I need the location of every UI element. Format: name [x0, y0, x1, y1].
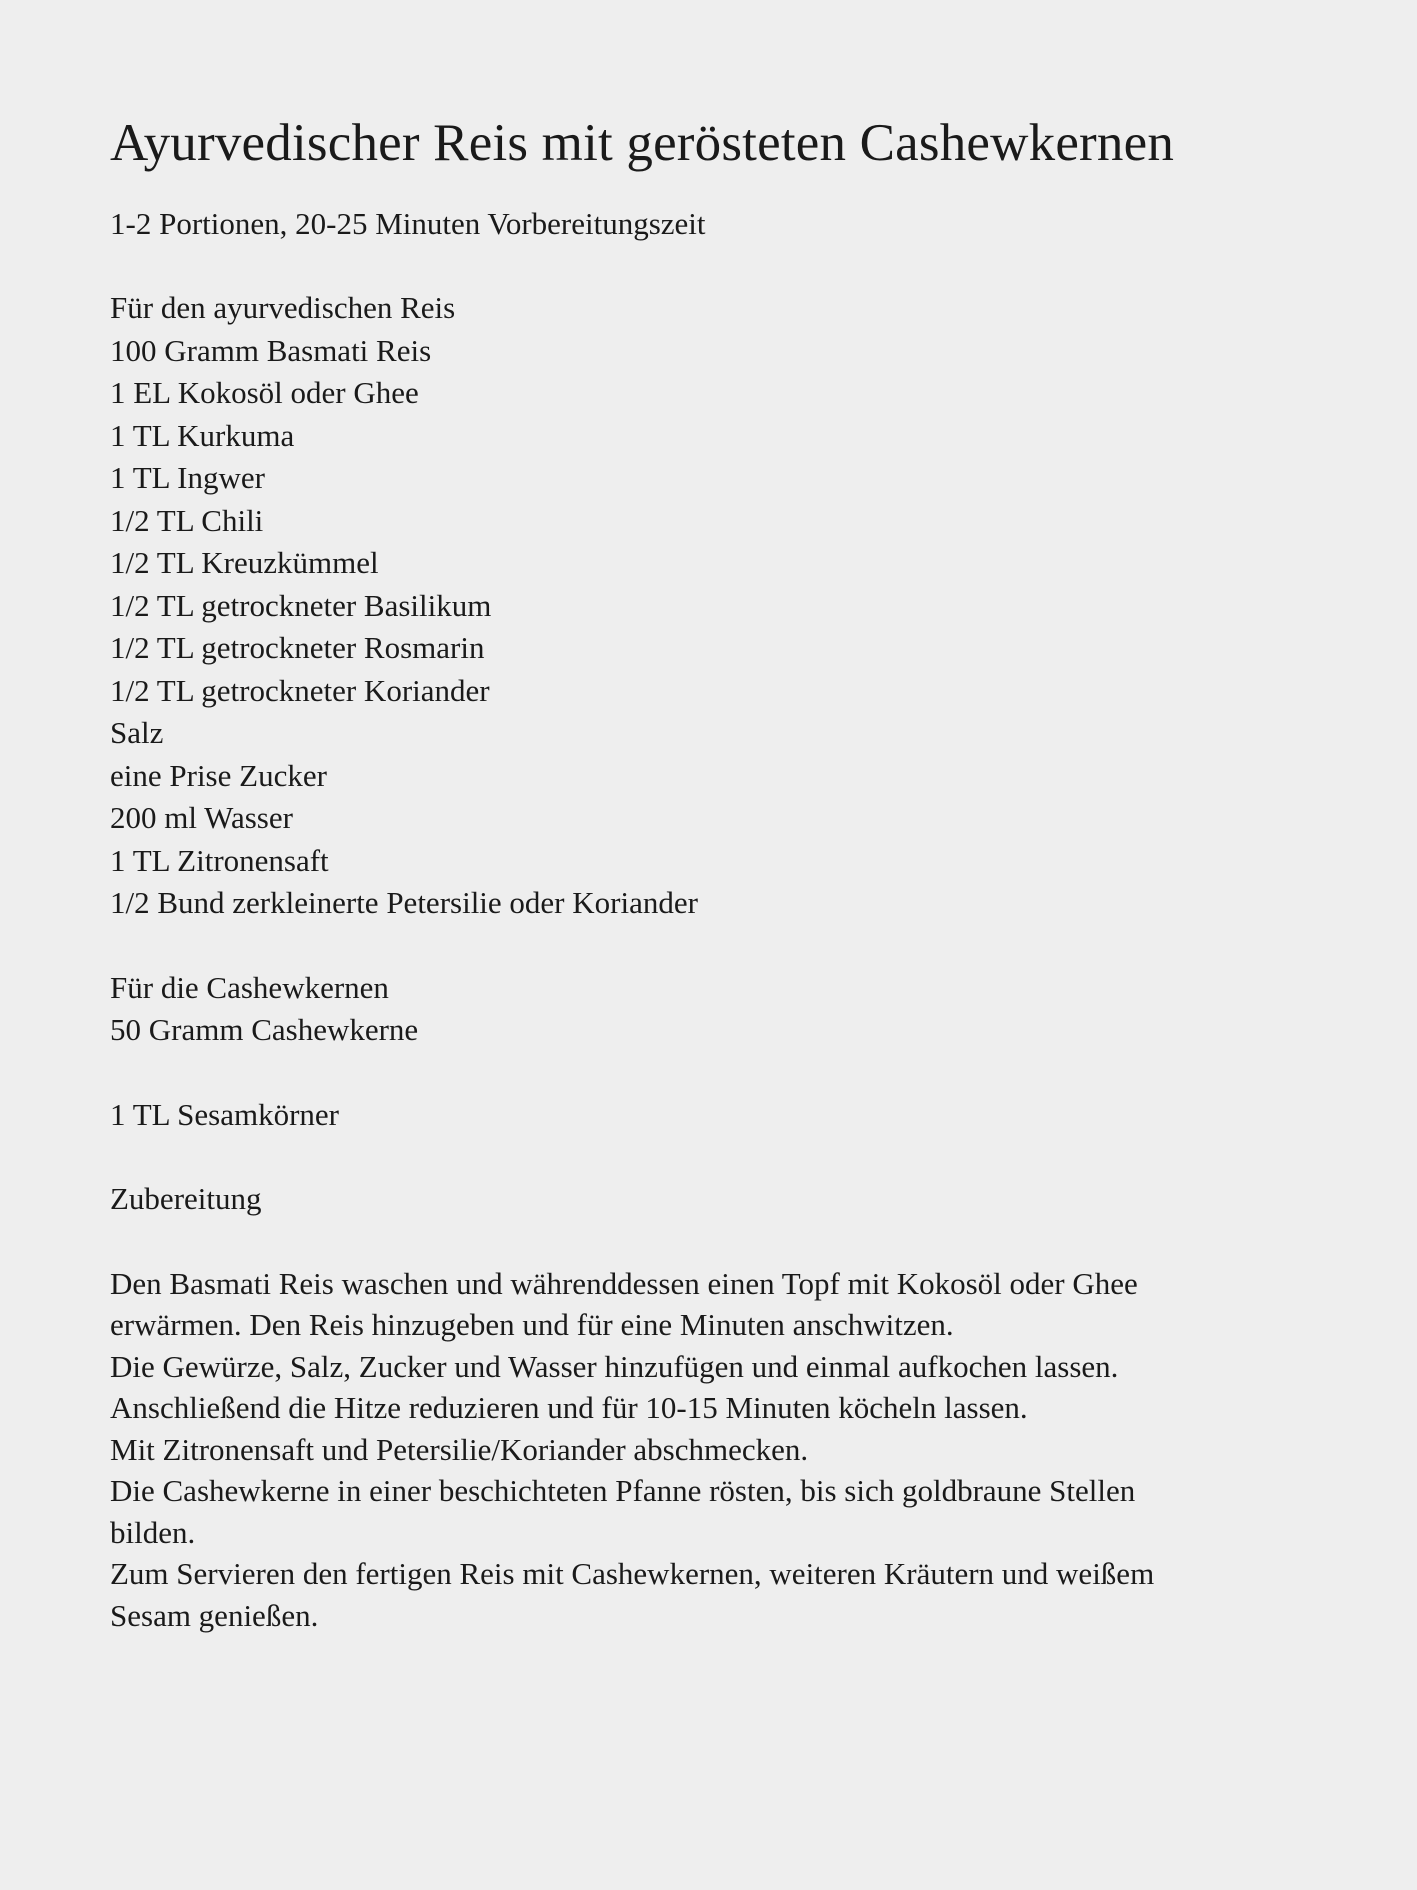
ingredient-item: 1 TL Zitronensaft: [110, 842, 329, 878]
ingredient-item: 1/2 Bund zerkleinerte Petersilie oder Koriander: [110, 885, 698, 920]
preparation-line: Zum Servieren den fertigen Reis mit Cashewkernen, weiteren Kräutern und weißem: [110, 1556, 1155, 1591]
ingredient-item: 1/2 TL Chili: [110, 502, 264, 538]
ingredient-item: 1 TL Ingwer: [110, 460, 265, 495]
ingredient-item: 100 Gramm Basmati Reis: [110, 332, 432, 368]
recipe-title: Ayurvedischer Reis mit gerösteten Cashewkernen: [110, 114, 1175, 172]
preparation-line: Mit Zitronensaft und Petersilie/Koriander abschmecken.: [110, 1431, 809, 1467]
ingredient-item: 1 TL Sesamkörner: [110, 1096, 340, 1132]
ingredient-item: 1/2 TL getrockneter Rosmarin: [110, 630, 485, 665]
preparation-line: bilden.: [110, 1514, 196, 1550]
preparation-heading-section: [110, 1178, 1330, 1221]
ingredient-item: 50 Gramm Cashewkerne: [110, 1012, 419, 1047]
recipe-meta: 1-2 Portionen, 20-25 Minuten Vorbereitungszeit: [110, 206, 706, 241]
extra-ingredient-section: [110, 1094, 1330, 1137]
cashew-ingredients-section: [110, 967, 1330, 1052]
ingredient-item: 1/2 TL getrockneter Basilikum: [110, 587, 492, 623]
ingredient-item: 1/2 TL getrockneter Koriander: [110, 672, 490, 708]
preparation-line: Den Basmati Reis waschen und währenddessen einen Topf mit Kokosöl oder Ghee: [110, 1265, 1138, 1301]
cashew-section-heading: Für die Cashewkernen: [110, 969, 389, 1005]
preparation-line: Sesam genießen.: [110, 1597, 319, 1633]
preparation-heading: Zubereitung: [110, 1181, 262, 1216]
preparation-line: erwärmen. Den Reis hinzugeben und für eine Minuten anschwitzen.: [110, 1307, 954, 1342]
ingredient-item: 200 ml Wasser: [110, 800, 293, 835]
preparation-line: Die Cashewkerne in einer beschichteten Pfanne rösten, bis sich goldbraune Stellen: [110, 1473, 1136, 1508]
preparation-line: Die Gewürze, Salz, Zucker und Wasser hinzufügen und einmal aufkochen lassen.: [110, 1348, 1119, 1384]
rice-ingredients-section: [110, 287, 1330, 925]
rice-section-heading: Für den ayurvedischen Reis: [110, 290, 456, 325]
recipe-page: [110, 108, 1330, 1636]
preparation-steps: [110, 1263, 1330, 1637]
ingredient-item: 1 TL Kurkuma: [110, 417, 295, 453]
ingredient-item: 1/2 TL Kreuzkümmel: [110, 545, 379, 580]
preparation-line: Anschließend die Hitze reduzieren und für 10-15 Minuten köcheln lassen.: [110, 1390, 1028, 1425]
ingredient-item: 1 EL Kokosöl oder Ghee: [110, 375, 419, 410]
ingredient-item: Salz: [110, 715, 164, 750]
ingredient-item: eine Prise Zucker: [110, 757, 327, 793]
